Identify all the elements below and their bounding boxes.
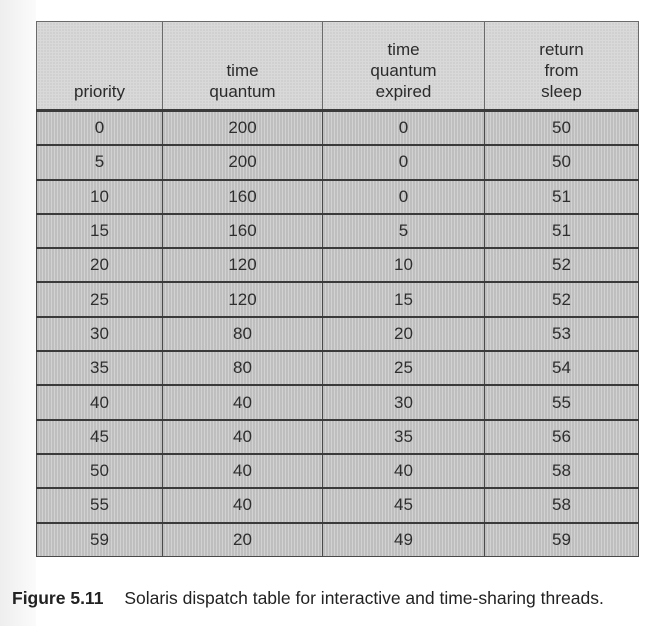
page-margin: [0, 0, 36, 626]
cell-priority: 5: [37, 145, 163, 179]
table-row: [37, 248, 639, 282]
cell-priority: 45: [37, 420, 163, 454]
table-row: [37, 111, 639, 146]
cell-time-quantum: 40: [163, 488, 323, 522]
table-row: [37, 488, 639, 522]
cell-time-quantum: 160: [163, 180, 323, 214]
table-row: [37, 145, 639, 179]
table-row: [37, 180, 639, 214]
cell-quantum-expired: 20: [323, 317, 485, 351]
cell-quantum-expired: 35: [323, 420, 485, 454]
table-row: [37, 317, 639, 351]
table-row: [37, 282, 639, 316]
cell-quantum-expired: 45: [323, 488, 485, 522]
table-row: [37, 420, 639, 454]
table-row: [37, 214, 639, 248]
cell-quantum-expired: 49: [323, 523, 485, 557]
header-line: time: [226, 61, 259, 80]
cell-time-quantum: 200: [163, 145, 323, 179]
header-line: quantum: [370, 61, 437, 80]
figure-caption-text: Solaris dispatch table for interactive and time-sharing threads.: [124, 588, 604, 608]
cell-priority: 20: [37, 248, 163, 282]
cell-priority: 59: [37, 523, 163, 557]
cell-time-quantum: 120: [163, 282, 323, 316]
cell-priority: 40: [37, 385, 163, 419]
cell-return-from-sleep: 52: [485, 248, 639, 282]
table-row: [37, 385, 639, 419]
dispatch-table: [36, 21, 639, 557]
cell-quantum-expired: 10: [323, 248, 485, 282]
cell-return-from-sleep: 55: [485, 385, 639, 419]
header-line: from: [544, 61, 579, 80]
table-row: [37, 454, 639, 488]
cell-quantum-expired: 0: [323, 145, 485, 179]
cell-priority: 50: [37, 454, 163, 488]
cell-time-quantum: 80: [163, 317, 323, 351]
cell-return-from-sleep: 50: [485, 145, 639, 179]
cell-return-from-sleep: 58: [485, 454, 639, 488]
header-return-from-sleep: [485, 22, 639, 111]
cell-priority: 30: [37, 317, 163, 351]
header-priority: [37, 22, 163, 111]
header-line: time: [387, 40, 420, 59]
header-line: expired: [375, 82, 432, 101]
cell-priority: 25: [37, 282, 163, 316]
cell-priority: 15: [37, 214, 163, 248]
table-header-row: [37, 22, 639, 111]
table-row: [37, 351, 639, 385]
cell-quantum-expired: 5: [323, 214, 485, 248]
header-line: priority: [73, 82, 125, 101]
cell-return-from-sleep: 53: [485, 317, 639, 351]
header-line: sleep: [541, 82, 582, 101]
header-line: quantum: [209, 82, 276, 101]
dispatch-table-container: [36, 21, 638, 554]
table-body: [37, 111, 639, 557]
cell-time-quantum: 160: [163, 214, 323, 248]
cell-time-quantum: 40: [163, 385, 323, 419]
cell-priority: 10: [37, 180, 163, 214]
cell-return-from-sleep: 54: [485, 351, 639, 385]
cell-priority: 55: [37, 488, 163, 522]
cell-time-quantum: 40: [163, 454, 323, 488]
cell-return-from-sleep: 51: [485, 180, 639, 214]
cell-quantum-expired: 25: [323, 351, 485, 385]
cell-time-quantum: 200: [163, 111, 323, 146]
cell-return-from-sleep: 51: [485, 214, 639, 248]
cell-time-quantum: 80: [163, 351, 323, 385]
header-time-quantum-expired: [323, 22, 485, 111]
cell-priority: 35: [37, 351, 163, 385]
cell-quantum-expired: 40: [323, 454, 485, 488]
cell-return-from-sleep: 58: [485, 488, 639, 522]
cell-return-from-sleep: 50: [485, 111, 639, 146]
cell-time-quantum: 120: [163, 248, 323, 282]
cell-return-from-sleep: 56: [485, 420, 639, 454]
figure-caption: [12, 588, 652, 609]
header-line: return: [539, 40, 584, 59]
header-time-quantum: [163, 22, 323, 111]
table-row: [37, 523, 639, 557]
cell-quantum-expired: 0: [323, 180, 485, 214]
cell-quantum-expired: 15: [323, 282, 485, 316]
cell-priority: 0: [37, 111, 163, 146]
cell-return-from-sleep: 59: [485, 523, 639, 557]
cell-time-quantum: 40: [163, 420, 323, 454]
cell-return-from-sleep: 52: [485, 282, 639, 316]
cell-quantum-expired: 30: [323, 385, 485, 419]
cell-time-quantum: 20: [163, 523, 323, 557]
cell-quantum-expired: 0: [323, 111, 485, 146]
figure-label: Figure 5.11: [12, 588, 104, 608]
